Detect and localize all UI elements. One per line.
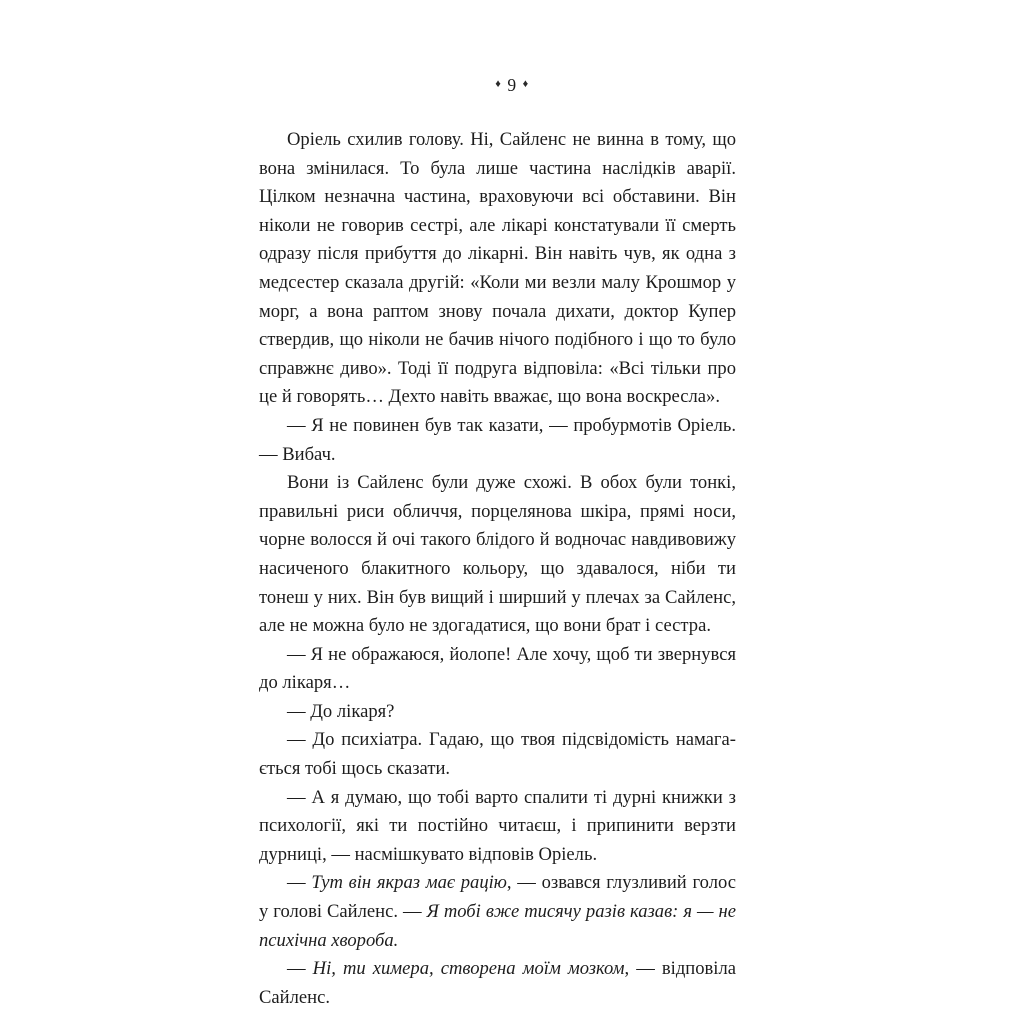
folio-ornament-left: ♦ bbox=[495, 78, 502, 91]
folio-ornament-right: ♦ bbox=[522, 78, 529, 91]
paragraph-italic-dialogue: — Ні, ти химера, створена моїм мозком, — відповіла Сайленс. bbox=[259, 958, 737, 1008]
paragraph: Вони із Сайленс були дуже схожі. В обох були тонкі, правильні риси обличчя, порцелянова шкіра, прямі носи, чорне волосся й очі такого блідого й водночас навдивовижу насиченого блакитного кольору, що здавалося, ніби ти тонеш у них. Він був вищий і ширший у плечах за Сайленс, але не можна було не здогадатися, що вони брат і сестра. bbox=[259, 472, 736, 637]
paragraph: Оріель схилив голову. Ні, Сайленс не винна в тому, що вона змінилася. То була лише частина наслідків аварії. Цілком незначна частина, враховуючи всі обставини. Він ніколи не говорив сестрі, але лікарі констатували її смерть одразу після прибуття до лікарні. Він навіть чув, як одна з медсестер сказала другій: «Коли ми везли малу Крошмор у морг, а вона раптом знову почала дихати, доктор Купер ствердив, що ніколи не бачив нічого подібного і що то було справжнє диво». Тоді її подруга відповіла: «Всі тільки про це й говорять… Дехто навіть вважає, що вона воскресла». bbox=[259, 129, 736, 408]
paragraph: — А я думаю, що тобі варто спалити ті дурні книжки з психології, які ти постійно читаєш, і припинити верзти дурниці, — насмішкувато відповів Оріель. bbox=[259, 786, 736, 865]
paragraph: — Я не ображаюся, йолопе! Але хочу, щоб ти звернувся до лікаря… bbox=[259, 643, 736, 694]
body-text bbox=[259, 126, 736, 1012]
paragraph: — До психіатра. Гадаю, що твоя підсвідомість намага-ється тобі щось сказати. bbox=[259, 729, 736, 780]
paragraph-italic-dialogue: — Тут він якраз має рацію, — озвався глузливий голос у голові Сайленс. — Я тобі вже тисячу разів казав: я — не психічна хвороба. bbox=[259, 872, 736, 951]
page-number: 9 bbox=[507, 74, 517, 95]
paragraph: — До лікаря? bbox=[287, 700, 395, 722]
page-folio bbox=[0, 74, 1024, 96]
paragraph: — Я не повинен був так казати, — пробурмотів Оріель. — Вибач. bbox=[259, 414, 736, 465]
